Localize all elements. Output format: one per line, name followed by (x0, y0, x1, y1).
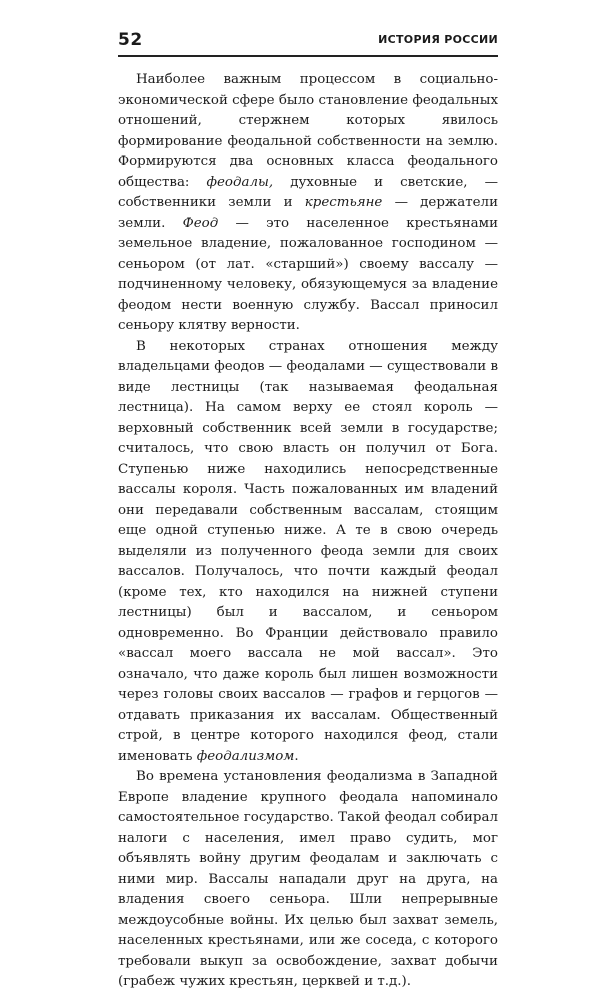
page-header (118, 30, 498, 54)
text-run: — это населенное крестьянами земельное владение, пожалованное господином — сеньором (от лат. «старший») своему вассалу — подчиненному человеку, обязующемуся за владение феодом нести военную службу. Вассал приносил сеньору клятву верности. (118, 215, 498, 333)
text-run: Наиболее важным процессом в социально-экономической сфере было становление феодальных отношений, стержнем которых явилось формирование феодальной собственности на землю. Формируются два основных класса феодального общества: (118, 72, 498, 190)
term-feod: Феод (182, 215, 219, 231)
text-run: духовные и светские, — собственники земли и (118, 174, 498, 210)
term-feodalizm: феодализмом (196, 748, 295, 764)
header-rule (118, 55, 498, 57)
paragraph-1 (118, 70, 498, 337)
text-run: . (294, 748, 299, 764)
body-text (118, 70, 498, 993)
text-run: — держатели земли. (118, 195, 498, 231)
paragraph-3 (118, 767, 498, 993)
term-krestyane: крестьяне (304, 195, 383, 210)
text-run: Во времена установления феодализма в Западной Европе владение крупного феодала напоминало самостоятельное государство. Такой феодал собирал налоги с населения, имел право судить, мог объявлять войну другим феодалам и заключать с ними мир. Вассалы нападали друг на друга, на владения своего сеньора. Шли непрерывные междоусобные войны. Их целью был захват земель, населенных крестьянами, или же соседа, с которого требовали выкуп за освобождение, захват добычи (грабеж чужих крестьян, церквей и т.д.). (118, 769, 498, 989)
paragraph-2 (118, 337, 498, 768)
running-title: ИСТОРИЯ РОССИИ (378, 33, 498, 46)
text-run: В некоторых странах отношения между владельцами феодов — феодалами — существовали в виде лестницы (так называемая феодальная лестница). На самом верху ее стоял король — верховный собственник всей земли в государстве; считалось, что свою власть он получил от Бога. Ступенью ниже находились непосредственные вассалы короля. Часть пожалованных им владений они передавали собственным вассалам, стоящим еще одной ступенью ниже. А те в свою очередь выделяли из полученного феода земли для своих вассалов. Получалось, что почти каждый феодал (кроме тех, кто находился на нижней ступени лестницы) был и вассалом, и сеньором одновременно. Во Франции действовало правило «вассал моего вассала не мой вассал». Это означало, что даже король был лишен возможности через головы своих вассалов — графов и герцогов — отдавать приказания их вассалам. Общественный строй, в центре которого находился феод, стали именовать (118, 338, 498, 764)
term-feodaly: феодалы, (206, 174, 274, 190)
page-number: 52 (118, 30, 143, 50)
